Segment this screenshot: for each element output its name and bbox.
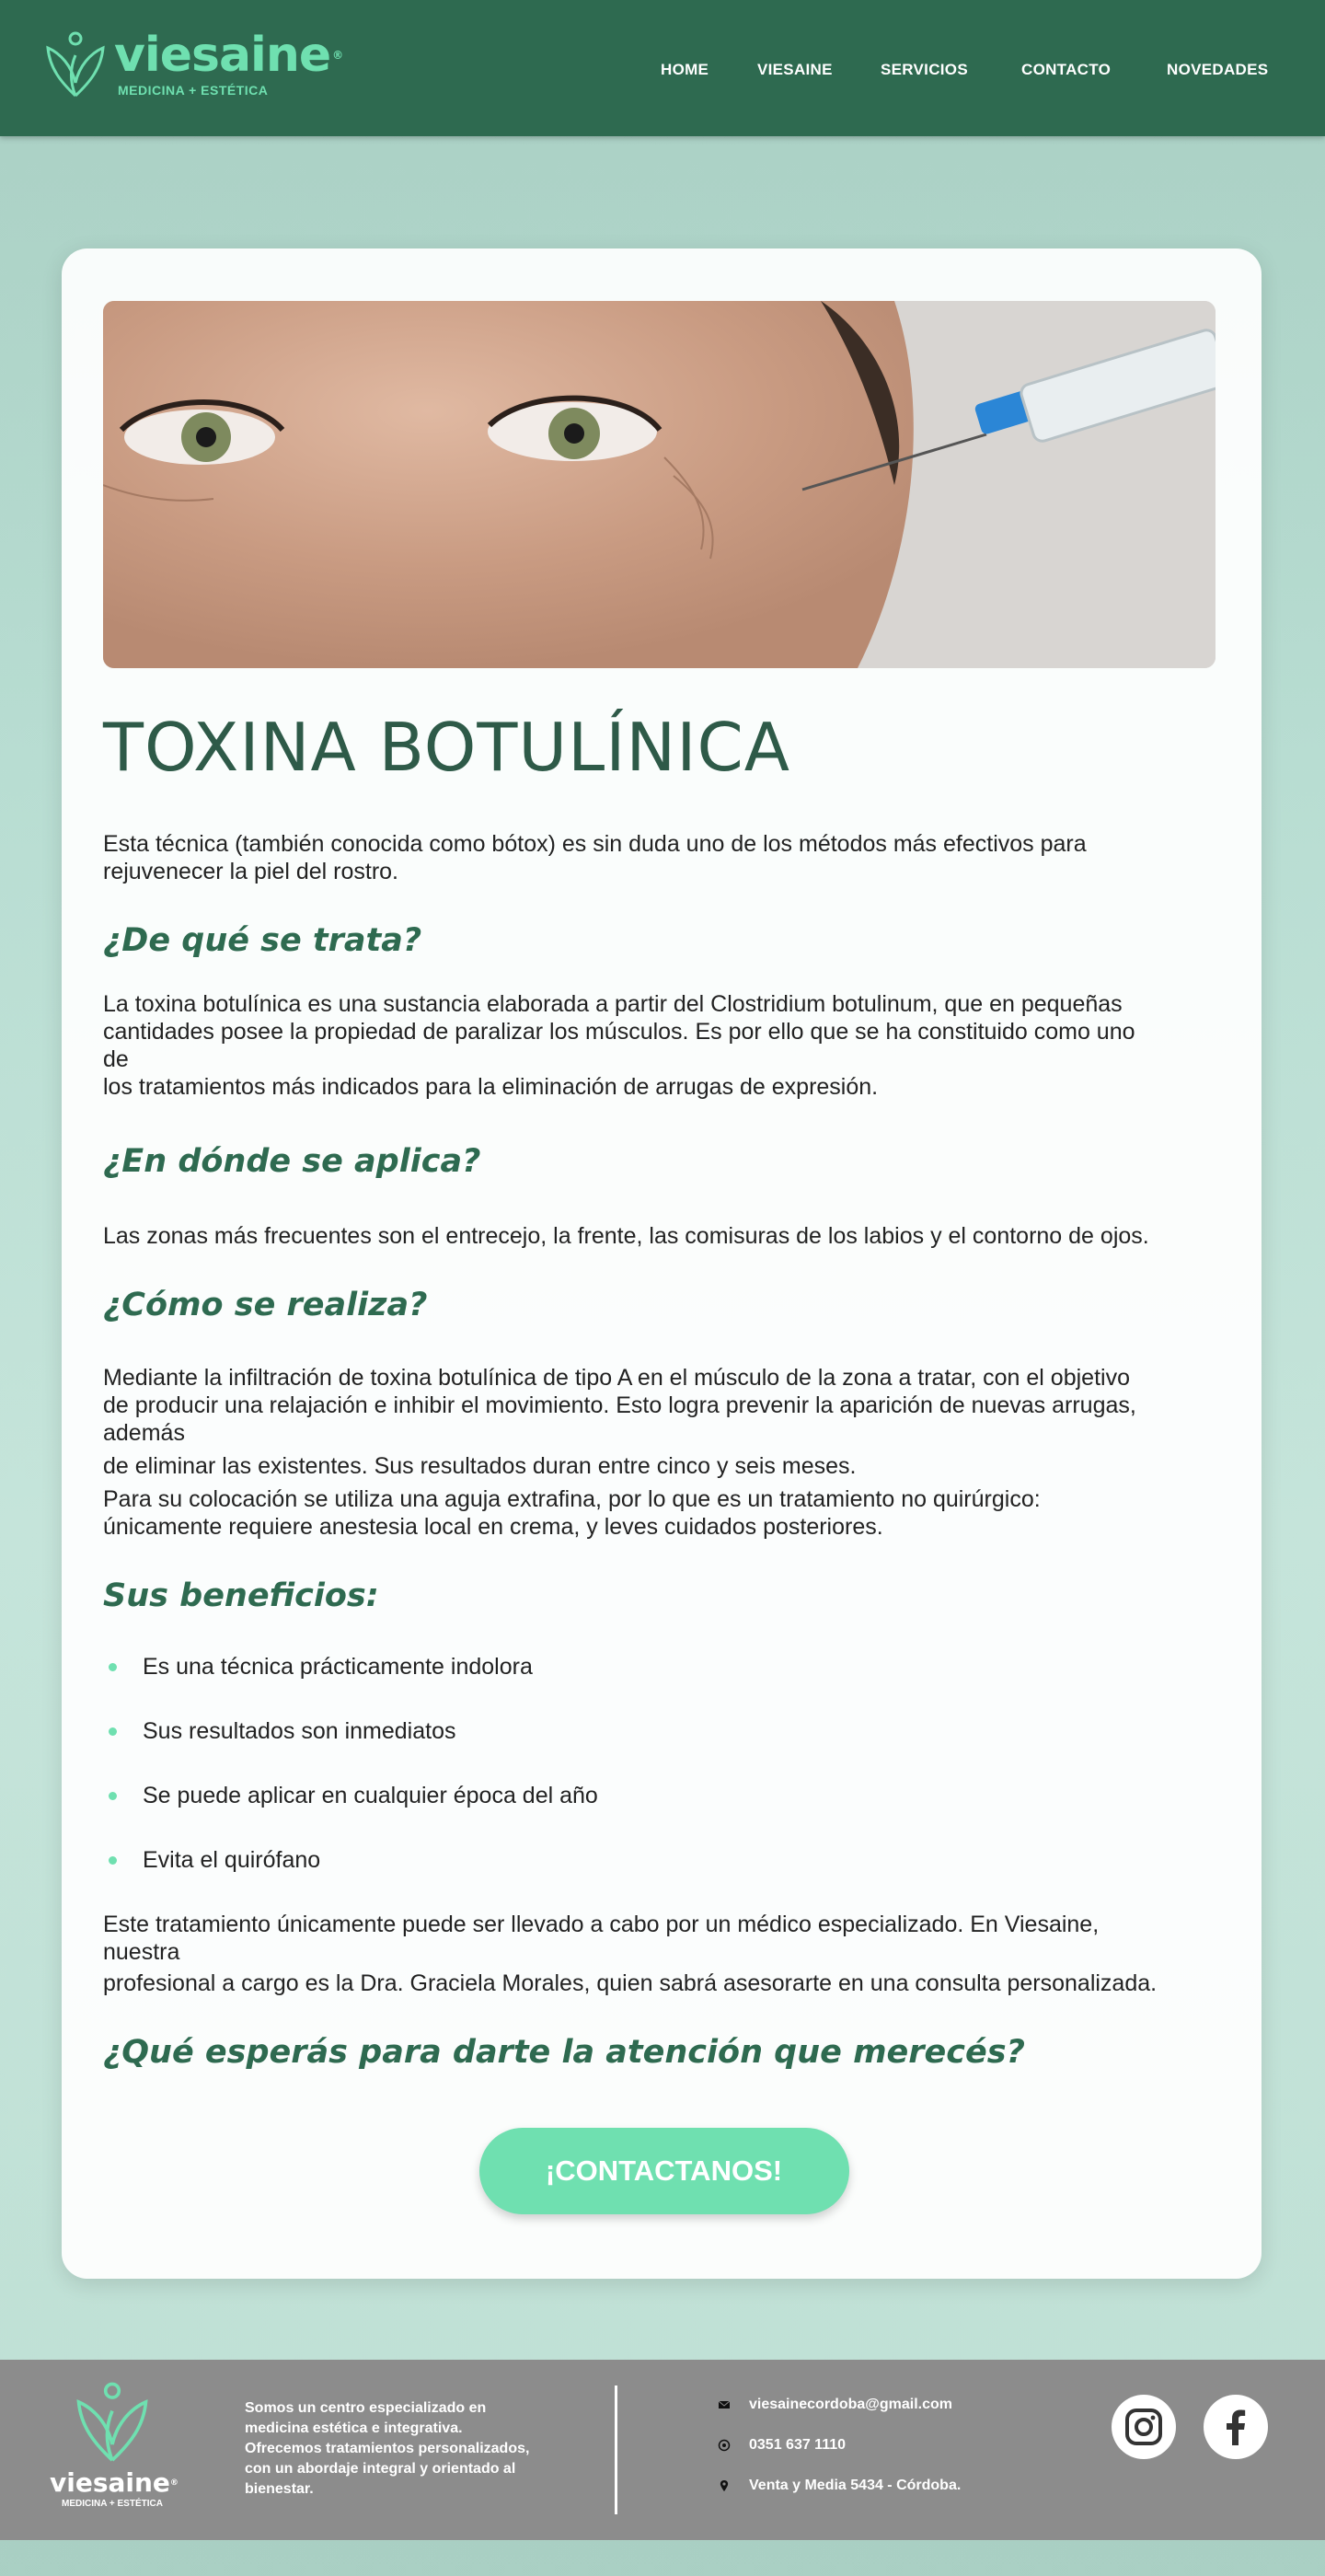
content-card: [62, 248, 1262, 2279]
intro-line: rejuvenecer la piel del rostro.: [103, 859, 398, 884]
paragraph-line: cantidades posee la propiedad de paralizar los músculos. Es por ello que se ha constituido como uno: [103, 1019, 1135, 1045]
site-footer: [0, 2360, 1325, 2540]
nav-viesaine[interactable]: VIESAINE: [757, 61, 833, 78]
heading-benefits: Sus beneficios:: [103, 1577, 379, 1614]
where-applied-paragraph: Las zonas más frecuentes son el entrecejo, la frente, las comisuras de los labios y el contorno de ojos.: [103, 1223, 1149, 1249]
list-item: [103, 1653, 1216, 1681]
hero-image: [103, 301, 1216, 668]
facebook-link[interactable]: [1204, 2395, 1268, 2459]
logo-tagline: MEDICINA + ESTÉTICA: [118, 83, 269, 98]
benefit-text: Evita el quirófano: [143, 1847, 321, 1873]
email-text: viesainecordoba@gmail.com: [749, 2397, 953, 2412]
phone-text: 0351 637 1110: [749, 2437, 847, 2453]
page-title: TOXINA BOTULÍNICA: [103, 709, 791, 786]
benefit-text: Sus resultados son inmediatos: [143, 1718, 456, 1744]
footer-logo[interactable]: [50, 2382, 179, 2509]
nav-home[interactable]: HOME: [661, 61, 709, 78]
footer-email[interactable]: [718, 2397, 952, 2413]
facebook-icon: [1216, 2407, 1256, 2447]
location-icon: [718, 2479, 731, 2492]
heading-what-is-it: ¿De qué se trata?: [103, 922, 422, 959]
nav-servicios[interactable]: SERVICIOS: [881, 61, 968, 78]
intro-paragraph: [103, 830, 1216, 885]
about-line: Somos un centro especializado en: [245, 2400, 487, 2416]
benefit-text: Es una técnica prácticamente indolora: [143, 1654, 533, 1680]
site-header: [0, 0, 1325, 136]
contact-button[interactable]: ¡CONTACTANOS!: [479, 2128, 849, 2214]
benefit-text: Se puede aplicar en cualquier época del año: [143, 1783, 598, 1808]
bullet-dot: [109, 1663, 117, 1671]
footer-divider: [615, 2385, 617, 2514]
footer-logo-registered: ®: [169, 2478, 179, 2488]
about-line: Ofrecemos tratamientos personalizados,: [245, 2441, 530, 2456]
heading-how-done: ¿Cómo se realiza?: [103, 1287, 428, 1323]
footer-address: [718, 2478, 961, 2494]
address-text: Venta y Media 5434 - Córdoba.: [749, 2478, 962, 2493]
footer-phone[interactable]: [718, 2437, 846, 2454]
bullet-dot: [109, 1792, 117, 1800]
heading-where-applied: ¿En dónde se aplica?: [103, 1143, 481, 1180]
about-line: con un abordaje integral y orientado al: [245, 2461, 516, 2477]
paragraph-line: además: [103, 1420, 185, 1446]
logo-leaf-icon: [42, 31, 109, 99]
about-line: bienestar.: [245, 2481, 314, 2497]
hero-illustration: [103, 301, 1216, 668]
what-is-it-paragraph: [103, 990, 1216, 1101]
list-item: [103, 1846, 1216, 1874]
paragraph-line: nuestra: [103, 1939, 180, 1965]
paragraph-line: de eliminar las existentes. Sus resultados duran entre cinco y seis meses.: [103, 1453, 857, 1479]
paragraph-line: de: [103, 1046, 129, 1072]
mail-icon: [718, 2398, 731, 2411]
paragraph-line: profesional a cargo es la Dra. Graciela Morales, quien sabrá asesorarte en una consulta personalizada.: [103, 1970, 1158, 1996]
footer-logo-wordmark: viesaine: [50, 2467, 170, 2498]
paragraph-line: Mediante la infiltración de toxina botulínica de tipo A en el músculo de la zona a tratar, con el objetivo: [103, 1365, 1130, 1391]
list-item: [103, 1717, 1216, 1745]
paragraph-line: únicamente requiere anestesia local en crema, y leves cuidados posteriores.: [103, 1514, 883, 1540]
list-item: [103, 1782, 1216, 1809]
specialist-paragraph: [103, 1911, 1216, 1997]
paragraph-line: La toxina botulínica es una sustancia elaborada a partir del Clostridium botulinum, que en pequeñas: [103, 991, 1123, 1017]
paragraph-line: Para su colocación se utiliza una aguja extrafina, por lo que es un tratamiento no quirúrgico:: [103, 1486, 1041, 1512]
instagram-icon: [1123, 2407, 1164, 2447]
benefits-list: [103, 1653, 1216, 1874]
about-line: medicina estética e integrativa.: [245, 2420, 463, 2436]
logo[interactable]: [42, 28, 343, 99]
instagram-link[interactable]: [1112, 2395, 1176, 2459]
intro-line: Esta técnica (también conocida como bótox) es sin duda uno de los métodos más efectivos para: [103, 831, 1087, 857]
bullet-dot: [109, 1727, 117, 1736]
whatsapp-icon: [718, 2439, 731, 2452]
nav-novedades[interactable]: NOVEDADES: [1167, 61, 1269, 78]
paragraph-line: de producir una relajación e inhibir el movimiento. Esto logra prevenir la aparición de nuevas arrugas,: [103, 1392, 1136, 1418]
footer-about: [245, 2398, 548, 2500]
paragraph-line: los tratamientos más indicados para la eliminación de arrugas de expresión.: [103, 1074, 879, 1100]
footer-logo-tagline: MEDICINA + ESTÉTICA: [62, 2499, 163, 2509]
heading-call-to-action: ¿Qué esperás para darte la atención que merecés?: [103, 2034, 1025, 2071]
logo-leaf-icon: [71, 2382, 154, 2465]
nav-contacto[interactable]: CONTACTO: [1021, 61, 1112, 78]
how-done-paragraph: [103, 1364, 1216, 1541]
bullet-dot: [109, 1856, 117, 1865]
logo-registered: ®: [332, 49, 343, 62]
logo-wordmark: viesaine: [114, 28, 331, 83]
paragraph-line: Este tratamiento únicamente puede ser llevado a cabo por un médico especializado. En Viesaine,: [103, 1912, 1100, 1937]
